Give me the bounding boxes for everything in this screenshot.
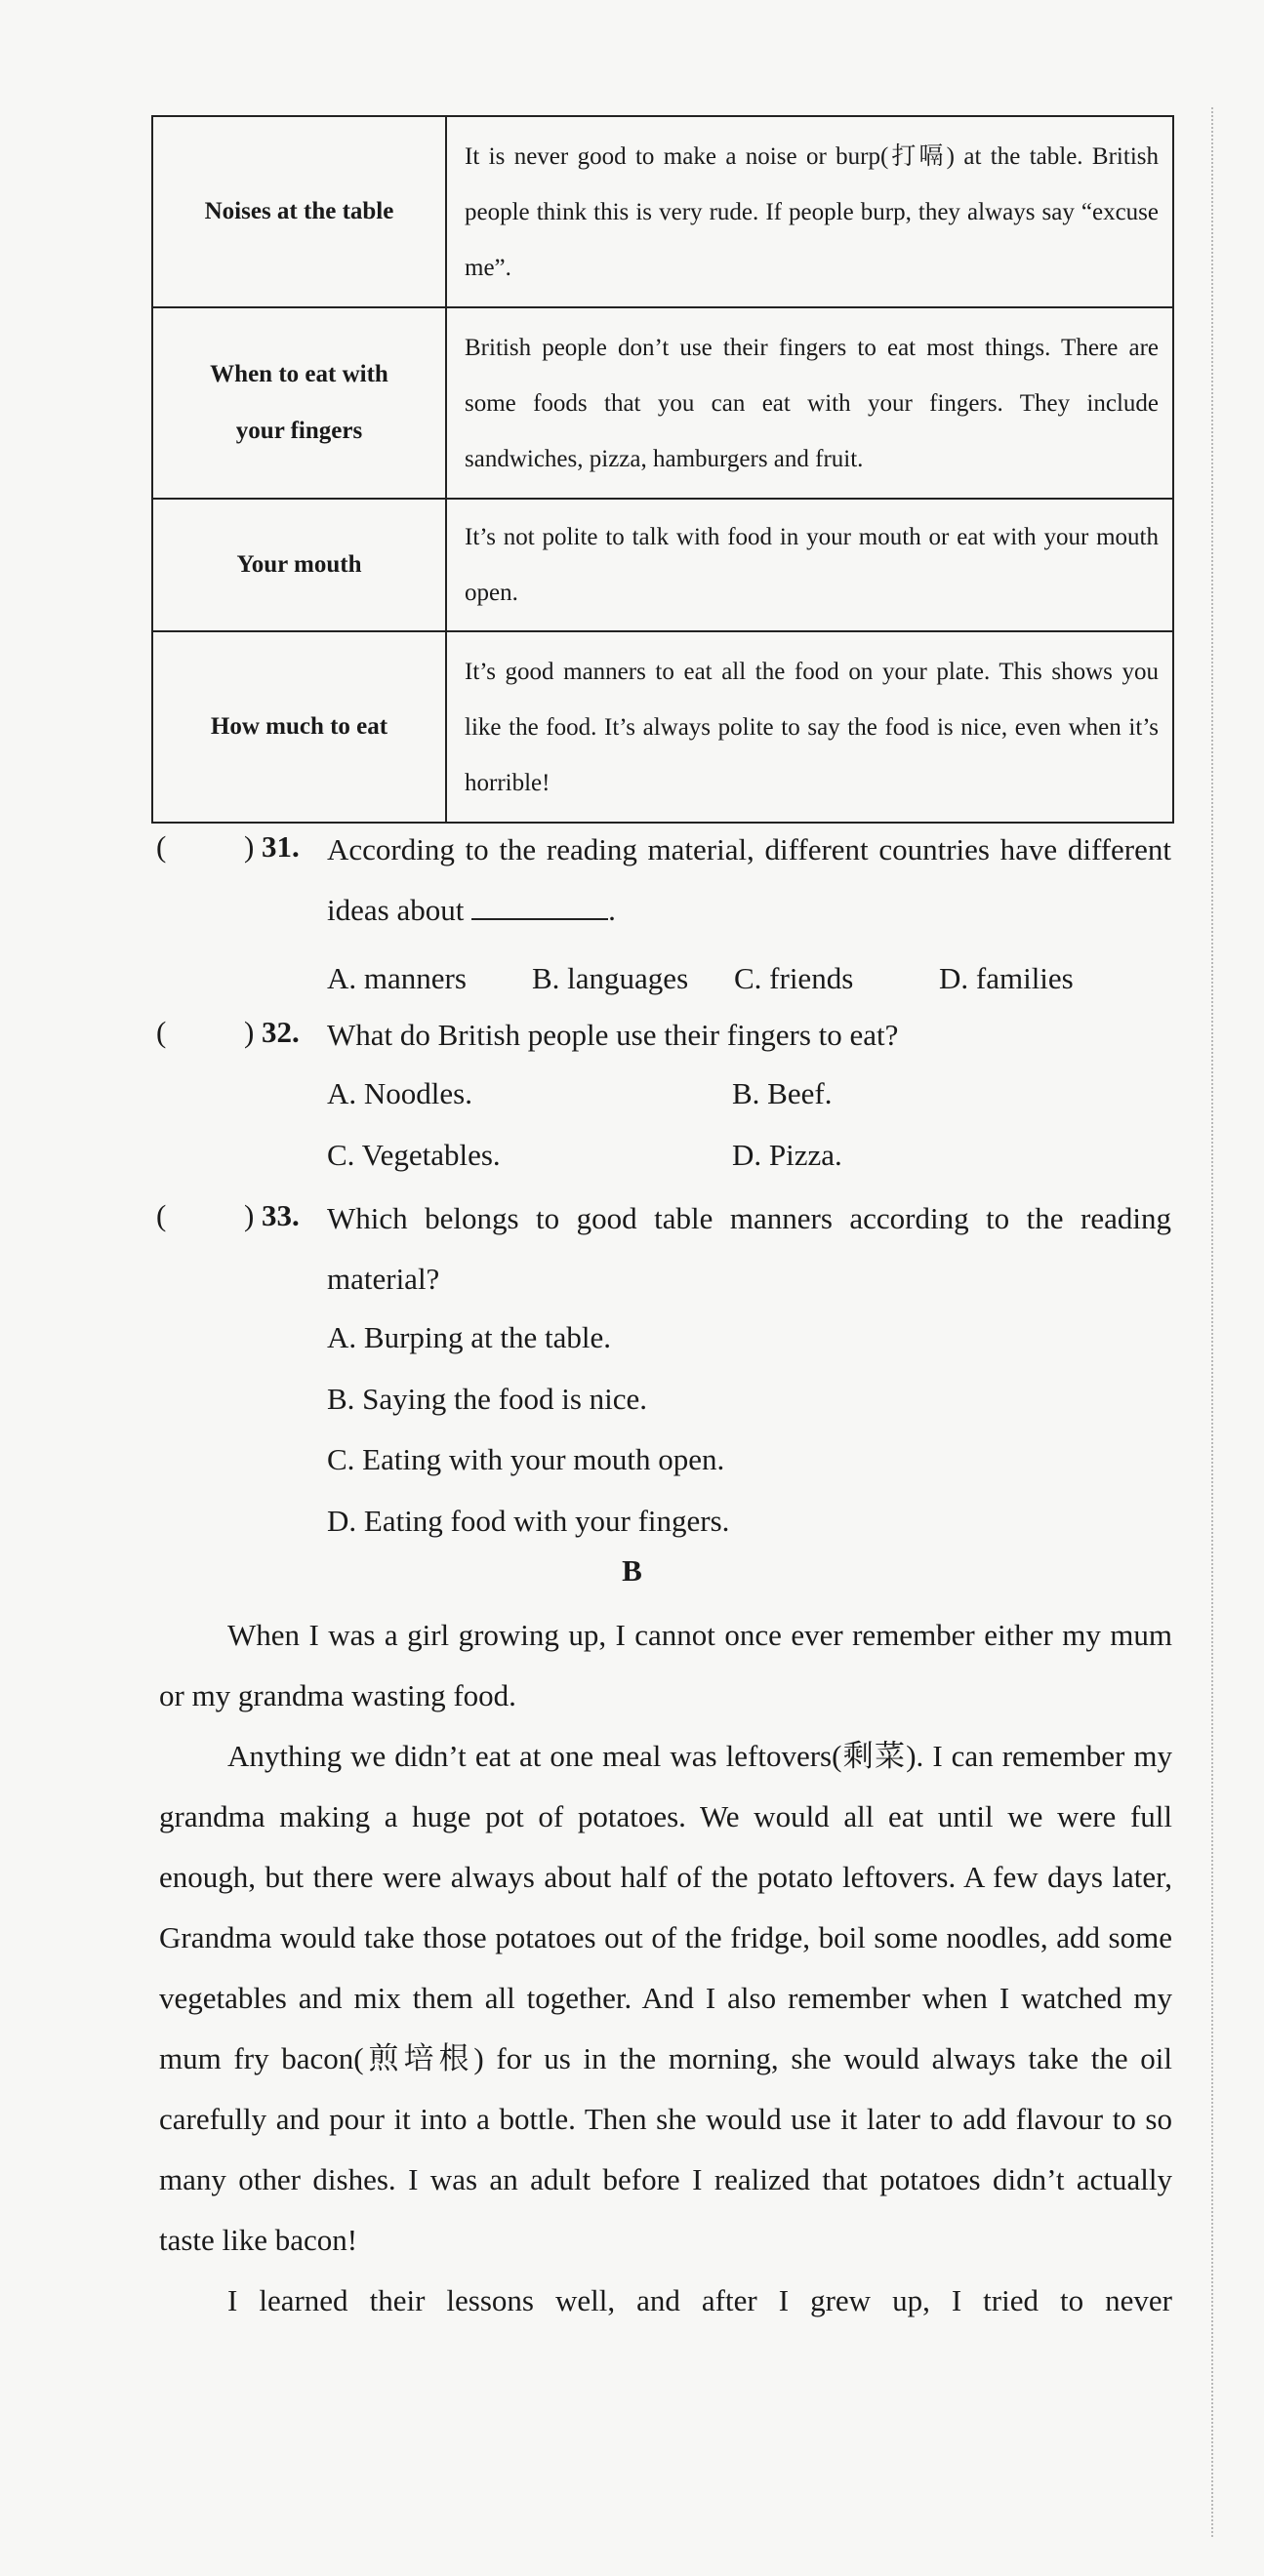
table-row (152, 631, 1173, 823)
margin-dotted-rule (1211, 107, 1213, 2537)
option-c: C. friends (734, 961, 854, 995)
topic-cell: When to eat with your fingers (152, 307, 446, 499)
option-d: D. Pizza. (732, 1138, 842, 1172)
table-row (152, 499, 1173, 631)
question-number: 33. (262, 1198, 300, 1232)
question-number: 32. (262, 1015, 300, 1049)
answer-paren-close: ) (244, 1015, 255, 1049)
table-row (152, 307, 1173, 499)
description-cell: It is never good to make a noise or burp(打嗝) at the table. British people think this is very rude. If people burp, they always say “excuse me”. (446, 116, 1173, 307)
description-cell: It’s not polite to talk with food in your mouth or eat with your mouth open. (446, 499, 1173, 631)
option-c: C. Vegetables. (327, 1138, 501, 1172)
passage-paragraph: Anything we didn’t eat at one meal was leftovers(剩菜). I can remember my grandma making a huge pot of potatoes. We would all eat until we were full enough, but there were always about half of the potato leftovers. A few days later, Grandma would take those potatoes out of the fridge, boil some noodles, add some vegetables and mix them all together. And I also remember when I watched my mum fry bacon(煎培根) for us in the morning, she would always take the oil carefully and pour it into a bottle. Then she would use it later to add flavour to so many other dishes. I was an adult before I realized that potatoes didn’t actually taste like bacon! (159, 1739, 1172, 2257)
description-cell: It’s good manners to eat all the food on your plate. This shows you like the food. It’s always polite to say the food is nice, even when it’s horrible! (446, 631, 1173, 823)
topic-cell: Your mouth (152, 499, 446, 631)
answer-paren-open: ( (156, 1015, 167, 1049)
answer-paren-open: ( (156, 829, 167, 864)
option-c: C. Eating with your mouth open. (327, 1442, 725, 1476)
description-cell: British people don’t use their fingers to eat most things. There are some foods that you can eat with your fingers. They include sandwiches, pizza, hamburgers and fruit. (446, 307, 1173, 499)
topic-cell: How much to eat (152, 631, 446, 823)
question-stem: According to the reading material, different countries have different ideas about . (327, 832, 1171, 927)
option-d: D. families (939, 961, 1074, 995)
table-manners-table (151, 115, 1174, 824)
option-b: B. Saying the food is nice. (327, 1382, 648, 1416)
option-d: D. Eating food with your fingers. (327, 1504, 730, 1538)
section-heading: B (622, 1553, 642, 1588)
option-a: A. Burping at the table. (327, 1320, 611, 1354)
option-b: B. languages (532, 961, 689, 995)
table-row (152, 116, 1173, 307)
question-stem: Which belongs to good table manners according to the reading material? (327, 1201, 1171, 1296)
answer-paren-close: ) (244, 1198, 255, 1232)
passage-b (159, 1605, 1172, 2331)
question-number: 31. (262, 829, 300, 864)
answer-paren-close: ) (244, 829, 255, 864)
option-a: A. Noodles. (327, 1076, 472, 1110)
answer-blank (471, 917, 608, 920)
passage-paragraph: I learned their lessons well, and after I grew up, I tried to never (227, 2283, 1172, 2317)
option-a: A. manners (327, 961, 467, 995)
question-stem: What do British people use their fingers to eat? (327, 1018, 899, 1052)
option-b: B. Beef. (732, 1076, 833, 1110)
topic-cell: Noises at the table (152, 116, 446, 307)
answer-paren-open: ( (156, 1198, 167, 1232)
passage-paragraph: When I was a girl growing up, I cannot once ever remember either my mum or my grandma wasting food. (159, 1618, 1172, 1712)
